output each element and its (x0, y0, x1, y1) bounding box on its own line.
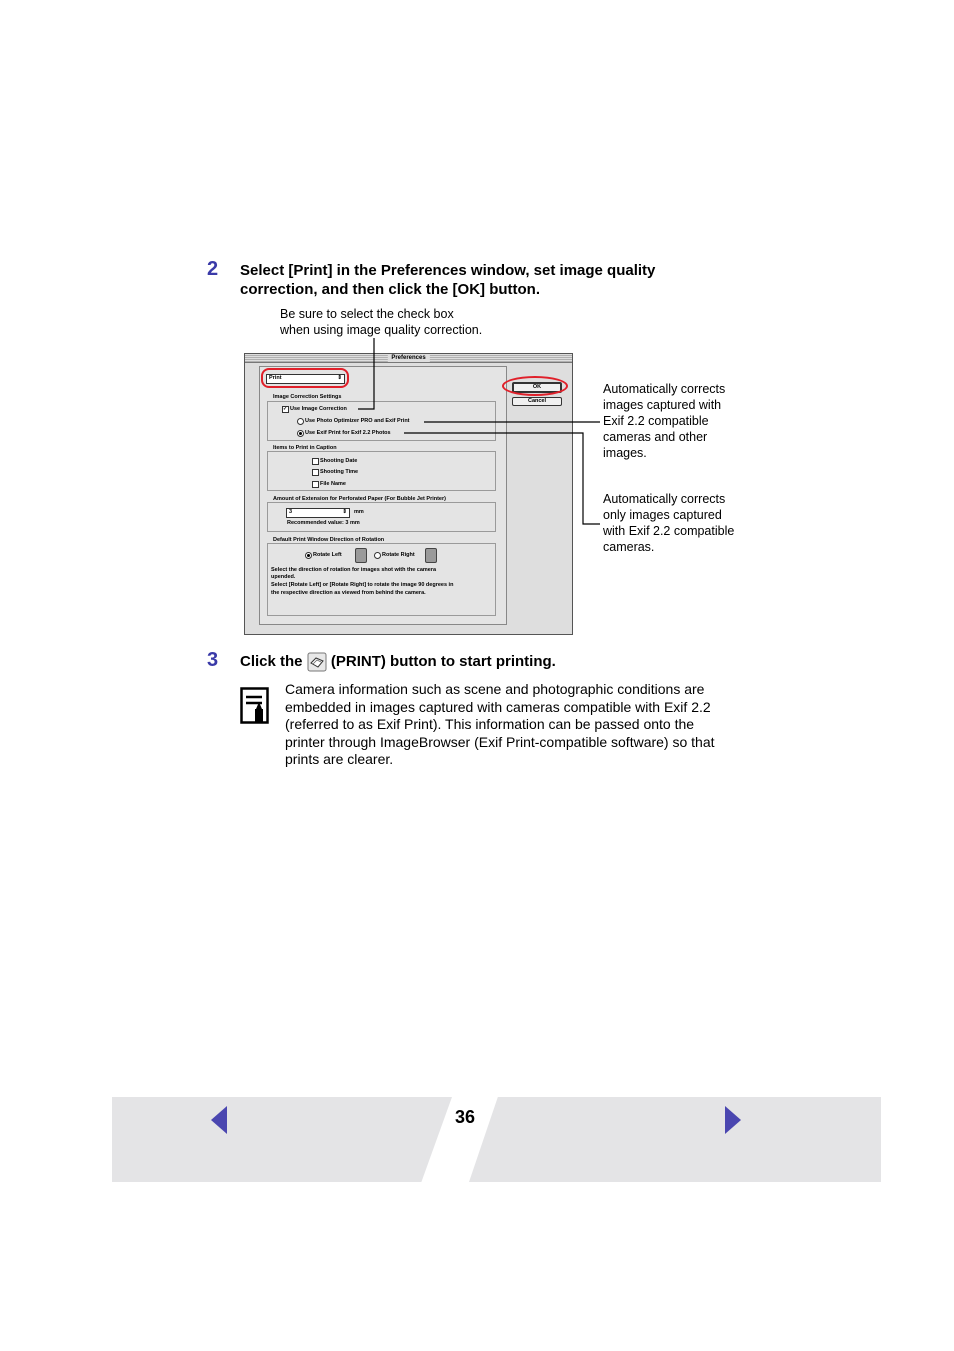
leader-line-checkbox (358, 338, 374, 409)
note-line: prints are clearer. (285, 751, 394, 768)
rotation-desc: Select [Rotate Left] or [Rotate Right] to rotate the image 90 degrees in (271, 582, 454, 588)
checkbox-label: Shooting Date (320, 458, 358, 464)
callout-line: images. (603, 446, 647, 460)
group-heading: Image Correction Settings (273, 394, 342, 400)
callout-all-cameras (603, 381, 725, 461)
page-number: 36 (455, 1107, 476, 1127)
popup-value: Print (269, 375, 282, 381)
nav-prev-area[interactable] (112, 1097, 452, 1182)
callout-line: Automatically corrects (603, 382, 726, 396)
note-line: Camera information such as scene and photographic conditions are (285, 681, 705, 697)
step-instruction (240, 652, 556, 672)
step-instruction-line: correction, and then click the [OK] button. (240, 281, 541, 298)
memo-icon (240, 687, 270, 730)
callout-line: with Exif 2.2 compatible (603, 524, 735, 538)
radio-label: Rotate Right (382, 552, 415, 558)
rotation-desc: the respective direction as viewed from behind the camera. (271, 590, 426, 596)
checkbox-label: File Name (320, 481, 346, 487)
callout-line: Exif 2.2 compatible (603, 414, 709, 428)
recommended-label: Recommended value: 3 mm (287, 520, 360, 526)
unit-label: mm (354, 509, 364, 515)
note-line: printer through ImageBrowser (Exif Print-compatible software) so that (285, 733, 715, 750)
cancel-button[interactable]: Cancel (512, 397, 562, 406)
window-title: Preferences (387, 354, 429, 362)
callout-line: only images captured (603, 508, 722, 522)
checkbox-label: Shooting Time (320, 469, 359, 475)
group-heading: Default Print Window Direction of Rotation (273, 537, 385, 543)
ok-button[interactable]: OK (512, 382, 562, 393)
popup-value: 3 (289, 509, 293, 515)
callout-line: images captured with (603, 398, 722, 412)
radio-label: Use Exif Print for Exif 2.2 Photos (305, 430, 391, 436)
group-heading: Amount of Extension for Perforated Paper (For Bubble Jet Printer) (273, 496, 446, 502)
popup-arrows-icon: ⇕ (342, 509, 347, 515)
note-text (285, 681, 745, 769)
next-arrow-icon[interactable] (722, 1104, 744, 1136)
prev-arrow-icon[interactable] (208, 1104, 230, 1136)
leader-line-exif-only (404, 433, 600, 524)
step-number: 2 (207, 258, 219, 280)
rotation-desc: upended. (271, 574, 296, 580)
step-instruction-line: Select [Print] in the Preferences window, set image quality (240, 262, 656, 279)
print-icon (307, 652, 327, 672)
checkbox-label: Use Image Correction (290, 406, 347, 412)
rotation-desc: Select the direction of rotation for images shot with the camera (271, 567, 437, 573)
callout-line: cameras and other (603, 430, 708, 444)
callout-exif-only (603, 491, 734, 555)
radio-label: Rotate Left (313, 552, 342, 558)
note-line: embedded in images captured with cameras compatible with Exif 2.2 (285, 698, 711, 715)
note-line: (referred to as Exif Print). This information can be passed onto the (285, 716, 695, 733)
callout-line: Automatically corrects (603, 492, 726, 506)
callout-line: Be sure to select the check box (280, 307, 454, 321)
callout-line: when using image quality correction. (280, 323, 483, 337)
checkmark-icon: ✓ (283, 406, 288, 412)
nav-next-area[interactable] (469, 1097, 881, 1182)
step-instruction-prefix: Click the (240, 653, 303, 670)
callout-line: cameras. (603, 540, 655, 554)
step-number: 3 (207, 649, 219, 671)
step-instruction-suffix: (PRINT) button to start printing. (330, 653, 556, 670)
popup-arrows-icon: ⇕ (337, 375, 342, 381)
group-heading: Items to Print in Caption (273, 445, 337, 451)
radio-label: Use Photo Optimizer PRO and Exif Print (305, 418, 410, 424)
